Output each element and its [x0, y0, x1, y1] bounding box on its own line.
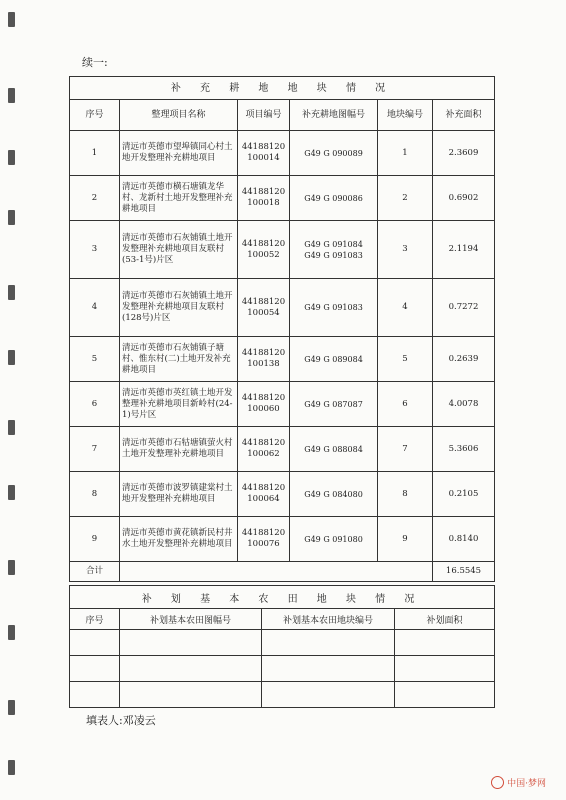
row-plot-no: 1: [378, 131, 433, 176]
row-project-name: 清远市英德市石灰铺镇子塘村、惟东村(二)土地开发补充耕地项目: [120, 337, 238, 382]
watermark: [491, 776, 546, 789]
row-map-sheet: G49 G 089084: [290, 337, 378, 382]
row-project-name: 清远市英德市横石塘镇龙华村、龙新村土地开发整理补充耕地项目: [120, 176, 238, 221]
header-plot-no: 补划基本农田地块编号: [262, 609, 395, 630]
row-area: 0.2105: [433, 472, 495, 517]
binding-hole: [8, 350, 15, 365]
binding-hole: [8, 210, 15, 225]
table-row: [70, 382, 495, 427]
basic-farmland-table: [69, 585, 495, 708]
row-seq: 9: [70, 517, 120, 562]
blank-cell: [395, 682, 495, 708]
table-row: [70, 279, 495, 337]
blank-row: [70, 630, 495, 656]
row-seq: 5: [70, 337, 120, 382]
binding-hole: [8, 560, 15, 575]
row-project-name: 清远市英德市石灰铺镇土地开发整理补充耕地项目友联村(128号)片区: [120, 279, 238, 337]
header-project-code: 项目编号: [238, 100, 290, 131]
table-row: [70, 337, 495, 382]
row-project-name: 清远市英德市石灰铺镇土地开发整理补充耕地项目友联村(53-1号)片区: [120, 221, 238, 279]
table-row: [70, 427, 495, 472]
header-area: 补充面积: [433, 100, 495, 131]
row-plot-no: 7: [378, 427, 433, 472]
header-seq: 序号: [70, 100, 120, 131]
blank-cell: [262, 630, 395, 656]
row-project-code: 44188120 100138: [238, 337, 290, 382]
row-seq: 7: [70, 427, 120, 472]
binding-holes: [5, 0, 19, 800]
header-project-name: 整理项目名称: [120, 100, 238, 131]
row-plot-no: 2: [378, 176, 433, 221]
row-area: 0.7272: [433, 279, 495, 337]
blank-cell: [70, 682, 120, 708]
row-project-code: 44188120 100018: [238, 176, 290, 221]
blank-row: [70, 656, 495, 682]
blank-cell: [395, 630, 495, 656]
table-row: [70, 221, 495, 279]
total-label: 合计: [70, 562, 120, 582]
binding-hole: [8, 700, 15, 715]
blank-cell: [70, 630, 120, 656]
row-project-code: 44188120 100052: [238, 221, 290, 279]
row-plot-no: 4: [378, 279, 433, 337]
row-project-code: 44188120 100014: [238, 131, 290, 176]
row-project-name: 清远市英德市石牯塘镇萤火村土地开发整理补充耕地项目: [120, 427, 238, 472]
row-area: 0.6902: [433, 176, 495, 221]
row-project-code: 44188120 100060: [238, 382, 290, 427]
row-seq: 3: [70, 221, 120, 279]
header-map-sheet: 补充耕地图幅号: [290, 100, 378, 131]
row-seq: 4: [70, 279, 120, 337]
table-row: [70, 517, 495, 562]
row-seq: 2: [70, 176, 120, 221]
binding-hole: [8, 420, 15, 435]
row-project-name: 清远市英德市波罗镇建棠村土地开发整理补充耕地项目: [120, 472, 238, 517]
row-map-sheet: G49 G 088084: [290, 427, 378, 472]
blank-cell: [262, 682, 395, 708]
header-plot-no: 地块编号: [378, 100, 433, 131]
row-area: 0.2639: [433, 337, 495, 382]
header-map-sheet: 补划基本农田图幅号: [120, 609, 262, 630]
row-map-sheet: G49 G 084080: [290, 472, 378, 517]
row-project-code: 44188120 100076: [238, 517, 290, 562]
blank-row: [70, 682, 495, 708]
blank-cell: [120, 630, 262, 656]
section-title: 补 划 基 本 农 田 地 块 情 况: [70, 586, 495, 609]
row-seq: 1: [70, 131, 120, 176]
table-row: [70, 176, 495, 221]
row-area: 2.3609: [433, 131, 495, 176]
blank-cell: [395, 656, 495, 682]
total-spacer: [120, 562, 433, 582]
row-project-code: 44188120 100054: [238, 279, 290, 337]
blank-cell: [262, 656, 395, 682]
binding-hole: [8, 88, 15, 103]
blank-cell: [120, 682, 262, 708]
binding-hole: [8, 285, 15, 300]
binding-hole: [8, 485, 15, 500]
binding-hole: [8, 760, 15, 775]
watermark-logo-icon: [491, 776, 504, 789]
binding-hole: [8, 625, 15, 640]
total-value: 16.5545: [433, 562, 495, 582]
row-area: 5.3606: [433, 427, 495, 472]
row-project-name: 清远市英德市望埠镇同心村土地开发整理补充耕地项目: [120, 131, 238, 176]
row-plot-no: 9: [378, 517, 433, 562]
row-seq: 6: [70, 382, 120, 427]
row-area: 0.8140: [433, 517, 495, 562]
header-seq: 序号: [70, 609, 120, 630]
row-project-name: 清远市英德市黄花镇新民村井水土地开发整理补充耕地项目: [120, 517, 238, 562]
row-map-sheet: G49 G 090086: [290, 176, 378, 221]
table-row: [70, 472, 495, 517]
header-area: 补划面积: [395, 609, 495, 630]
binding-hole: [8, 150, 15, 165]
row-map-sheet: G49 G 091080: [290, 517, 378, 562]
row-map-sheet: G49 G 087087: [290, 382, 378, 427]
row-map-sheet: G49 G 091083: [290, 279, 378, 337]
watermark-text: 中国·梦网: [507, 779, 546, 789]
section-title: 补 充 耕 地 地 块 情 况: [70, 77, 495, 100]
row-map-sheet: G49 G 090089: [290, 131, 378, 176]
row-project-name: 清远市英德市英红镇土地开发整理补充耕地项目新岭村(24-1)号片区: [120, 382, 238, 427]
row-map-sheet: G49 G 091084 G49 G 091083: [290, 221, 378, 279]
filler-signature: 填表人:邓凌云: [86, 714, 156, 727]
row-project-code: 44188120 100062: [238, 427, 290, 472]
binding-hole: [8, 12, 15, 27]
table-row: [70, 131, 495, 176]
row-project-code: 44188120 100064: [238, 472, 290, 517]
row-plot-no: 5: [378, 337, 433, 382]
row-plot-no: 3: [378, 221, 433, 279]
row-seq: 8: [70, 472, 120, 517]
row-area: 2.1194: [433, 221, 495, 279]
blank-cell: [120, 656, 262, 682]
row-plot-no: 8: [378, 472, 433, 517]
row-area: 4.0078: [433, 382, 495, 427]
row-plot-no: 6: [378, 382, 433, 427]
total-row: [70, 562, 495, 582]
continued-label: 续一:: [82, 56, 108, 69]
blank-cell: [70, 656, 120, 682]
supplementary-farmland-table: [69, 76, 495, 582]
